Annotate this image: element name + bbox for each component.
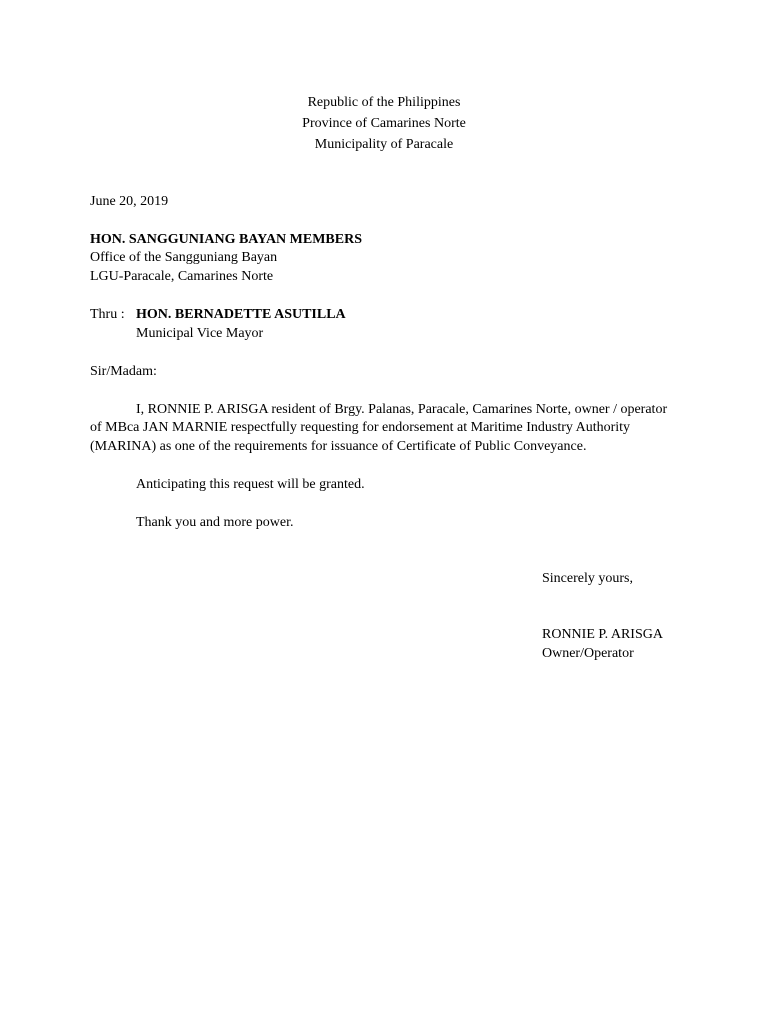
body-paragraph-3: Thank you and more power. (136, 515, 294, 530)
letter-date: June 20, 2019 (90, 194, 169, 209)
thru-name: HON. BERNADETTE ASUTILLA (136, 307, 346, 322)
header-province: Province of Camarines Norte (302, 116, 466, 131)
salutation: Sir/Madam: (90, 364, 157, 379)
body-paragraph-1-line-1: I, RONNIE P. ARISGA resident of Brgy. Palanas, Paracale, Camarines Norte, owner / operator (136, 402, 668, 417)
closing-complimentary: Sincerely yours, (542, 571, 633, 586)
signer-title: Owner/Operator (542, 646, 634, 661)
addressee-location: LGU-Paracale, Camarines Norte (90, 269, 274, 284)
body-paragraph-1-line-2: of MBca JAN MARNIE respectfully requesting for endorsement at Maritime Industry Authority (90, 420, 631, 435)
header-republic: Republic of the Philippines (307, 95, 461, 110)
body-paragraph-2: Anticipating this request will be granted. (136, 477, 365, 492)
thru-label: Thru : (90, 307, 125, 322)
signer-name: RONNIE P. ARISGA (542, 627, 663, 642)
header-municipality: Municipality of Paracale (314, 137, 454, 152)
addressee-name: HON. SANGGUNIANG BAYAN MEMBERS (90, 232, 363, 247)
addressee-office: Office of the Sangguniang Bayan (90, 250, 278, 265)
body-paragraph-1-line-3: (MARINA) as one of the requirements for issuance of Certificate of Public Conveyance. (90, 439, 587, 454)
thru-title: Municipal Vice Mayor (136, 326, 264, 341)
